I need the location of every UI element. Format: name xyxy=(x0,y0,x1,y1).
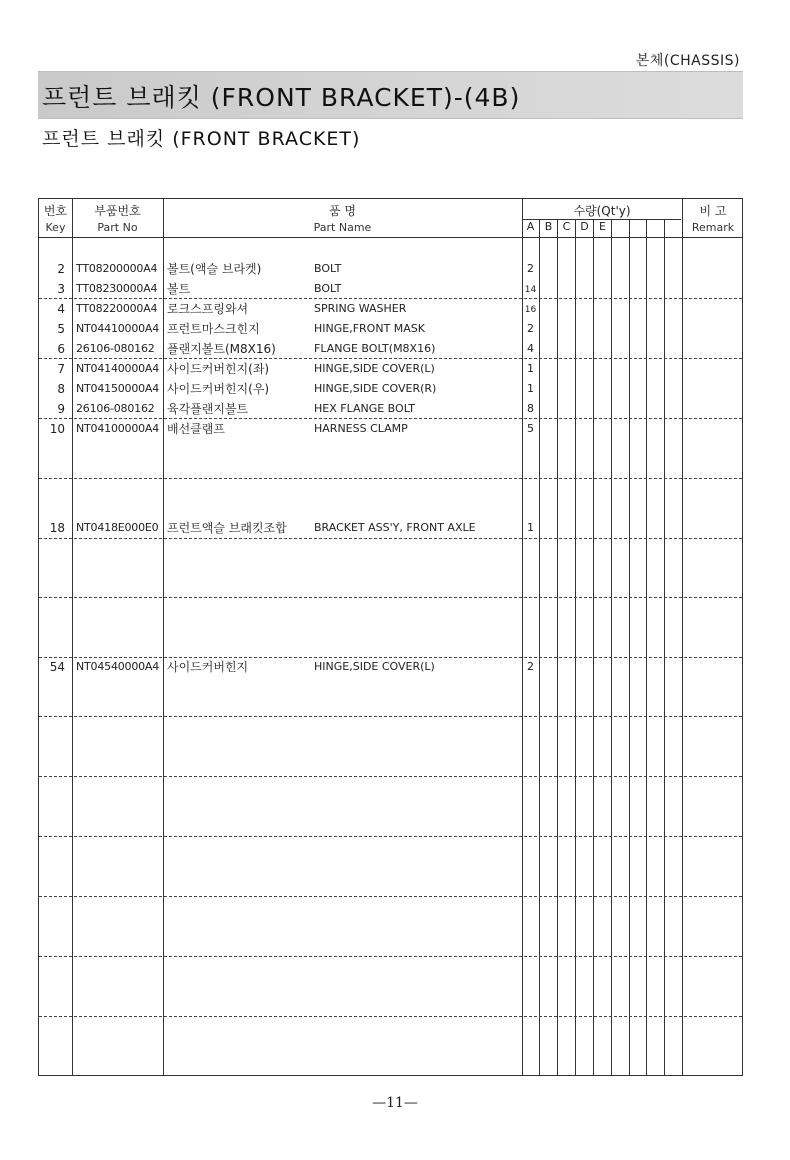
row-part-no: 26106-080162 xyxy=(76,342,155,355)
row-name-en: HINGE,SIDE COVER(L) xyxy=(314,362,435,375)
row-separator xyxy=(39,358,742,359)
row-qty-a: 5 xyxy=(527,422,534,435)
col-remark-kr: 비 고 xyxy=(699,204,727,218)
qty-model-a: A xyxy=(526,220,535,233)
row-qty-a: 1 xyxy=(527,362,534,375)
row-part-no: NT04140000A4 xyxy=(76,362,160,375)
parts-table xyxy=(38,198,743,1076)
row-key: 5 xyxy=(57,322,65,336)
col-divider xyxy=(575,219,576,1075)
row-name-kr: 로크스프링와셔 xyxy=(167,302,249,316)
row-separator xyxy=(39,298,742,299)
col-key-en: Key xyxy=(45,221,66,234)
col-name-en: Part Name xyxy=(313,221,372,234)
row-qty-a: 14 xyxy=(524,285,537,295)
row-part-no: NT04410000A4 xyxy=(76,322,160,335)
page-title: 프런트 브래킷 (FRONT BRACKET)-(4B) xyxy=(42,83,521,112)
row-name-en: HINGE,FRONT MASK xyxy=(314,322,425,335)
row-qty-a: 2 xyxy=(527,262,534,275)
qty-model-d: D xyxy=(580,220,589,233)
col-divider xyxy=(557,219,558,1075)
row-qty-a: 1 xyxy=(527,382,534,395)
row-name-kr: 볼트(액슬 브라켓) xyxy=(167,262,262,276)
row-name-kr: 육각플랜지볼트 xyxy=(167,402,249,416)
col-divider xyxy=(664,219,665,1075)
row-name-en: BOLT xyxy=(314,282,342,295)
row-name-kr: 사이드커버힌지(우) xyxy=(167,382,270,396)
row-name-kr: 볼트 xyxy=(167,282,191,296)
col-divider xyxy=(611,219,612,1075)
row-part-no: 26106-080162 xyxy=(76,402,155,415)
row-separator xyxy=(39,1016,742,1017)
row-name-en: BOLT xyxy=(314,262,342,275)
col-qty-kr: 수량(Qt'y) xyxy=(573,204,631,218)
row-separator xyxy=(39,418,742,419)
row-part-no: TT08220000A4 xyxy=(76,302,158,315)
row-key: 2 xyxy=(57,262,65,276)
row-name-kr: 사이드커버힌지 xyxy=(167,660,249,674)
page-number: —11— xyxy=(372,1095,418,1111)
row-separator xyxy=(39,776,742,777)
col-divider xyxy=(629,219,630,1075)
qty-model-c: C xyxy=(562,220,571,233)
col-name-kr: 품 명 xyxy=(329,204,356,218)
qty-model-b: B xyxy=(544,220,553,233)
col-divider xyxy=(539,219,540,1075)
row-name-en: BRACKET ASS'Y, FRONT AXLE xyxy=(314,521,476,534)
row-name-kr: 프런트마스크힌지 xyxy=(167,322,260,336)
row-qty-a: 8 xyxy=(527,402,534,415)
page-subtitle: 프런트 브래킷 (FRONT BRACKET) xyxy=(42,128,361,150)
row-qty-a: 16 xyxy=(524,305,537,315)
row-separator xyxy=(39,597,742,598)
row-key: 54 xyxy=(49,660,65,674)
row-separator xyxy=(39,956,742,957)
row-key: 6 xyxy=(57,342,65,356)
col-remark-en: Remark xyxy=(691,221,735,234)
row-separator xyxy=(39,657,742,658)
row-part-no: TT08230000A4 xyxy=(76,282,158,295)
row-qty-a: 2 xyxy=(527,322,534,335)
row-key: 18 xyxy=(49,521,65,535)
row-key: 4 xyxy=(57,302,65,316)
row-name-en: SPRING WASHER xyxy=(314,302,407,315)
col-divider xyxy=(72,199,73,1075)
row-key: 3 xyxy=(57,282,65,296)
row-separator xyxy=(39,836,742,837)
row-name-kr: 사이드커버힌지(좌) xyxy=(167,362,270,376)
header-bottom-line xyxy=(39,237,742,238)
col-divider xyxy=(163,199,164,1075)
row-name-en: FLANGE BOLT(M8X16) xyxy=(314,342,436,355)
row-separator xyxy=(39,716,742,717)
row-part-no: TT08200000A4 xyxy=(76,262,158,275)
row-key: 9 xyxy=(57,402,65,416)
row-name-en: HINGE,SIDE COVER(L) xyxy=(314,660,435,673)
qty-model-e: E xyxy=(599,220,606,233)
col-divider xyxy=(593,219,594,1075)
row-separator xyxy=(39,478,742,479)
col-partno-kr: 부품번호 xyxy=(94,204,141,218)
row-name-en: HINGE,SIDE COVER(R) xyxy=(314,382,437,395)
row-key: 10 xyxy=(49,422,65,436)
row-qty-a: 1 xyxy=(527,521,534,534)
row-key: 7 xyxy=(57,362,65,376)
row-part-no: NT04150000A4 xyxy=(76,382,160,395)
row-separator xyxy=(39,896,742,897)
row-qty-a: 2 xyxy=(527,660,534,673)
row-separator xyxy=(39,538,742,539)
section-tag: 본체(CHASSIS) xyxy=(635,53,740,69)
row-name-kr: 프런트액슬 브래킷조합 xyxy=(167,521,287,535)
row-part-no: NT04100000A4 xyxy=(76,422,160,435)
col-divider xyxy=(682,199,683,1075)
row-part-no: NT04540000A4 xyxy=(76,660,160,673)
row-name-en: HARNESS CLAMP xyxy=(314,422,408,435)
row-name-en: HEX FLANGE BOLT xyxy=(314,402,416,415)
col-key-kr: 번호 xyxy=(43,204,68,218)
row-qty-a: 4 xyxy=(527,342,534,355)
row-name-kr: 배선클램프 xyxy=(167,422,225,436)
row-name-kr: 플랜지볼트(M8X16) xyxy=(167,342,276,356)
row-key: 8 xyxy=(57,382,65,396)
col-divider xyxy=(646,219,647,1075)
col-partno-en: Part No xyxy=(97,221,138,234)
row-part-no: NT0418E000E0 xyxy=(76,521,159,534)
